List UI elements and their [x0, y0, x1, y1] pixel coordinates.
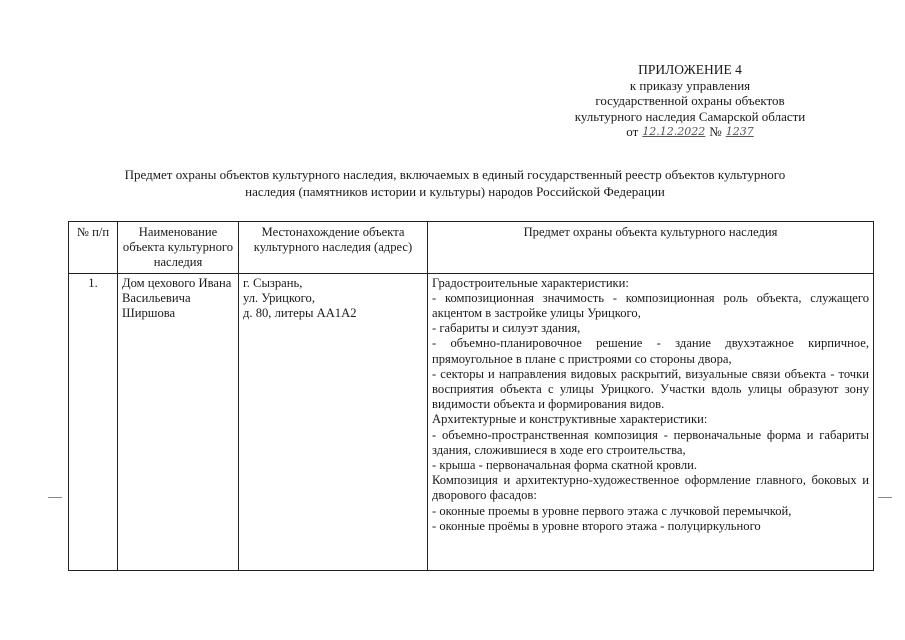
right-margin-mark	[878, 497, 892, 498]
subject-paragraph: - оконные проемы в уровне первого этажа с лучковой перемычкой,	[432, 503, 792, 518]
location-line-2: ул. Урицкого,	[243, 290, 315, 305]
appendix-label: ПРИЛОЖЕНИЕ 4	[638, 62, 742, 77]
date-prefix: от	[626, 124, 639, 139]
subject-paragraph: - габариты и силуэт здания,	[432, 321, 581, 336]
location-line-1: г. Сызрань,	[243, 275, 303, 290]
header-location: Местонахождение объекта культурного наследия (адрес)	[239, 222, 428, 274]
subject-paragraph: Композиция и архитектурно-художественное оформление главного, боковых и дворового фасадов:	[432, 473, 869, 503]
table-row	[69, 273, 874, 570]
left-margin-mark	[48, 497, 62, 498]
number-prefix: №	[709, 124, 722, 139]
document-title	[60, 166, 850, 200]
subject-paragraph: - объемно-пространственная композиция - первоначальные форма и габариты здания, сложившиеся в ходе его строительства,	[432, 427, 869, 457]
row-object-name: Дом цехового Ивана Васильевича Ширшова	[118, 273, 239, 570]
order-line-3: культурного наследия Самарской области	[574, 108, 806, 124]
row-number: 1.	[69, 273, 118, 570]
appendix-header	[520, 62, 860, 140]
row-subject	[428, 273, 874, 570]
header-subject: Предмет охраны объекта культурного наследия	[428, 222, 874, 274]
order-line-2: государственной охраны объектов	[595, 93, 785, 108]
subject-paragraph: Архитектурные и конструктивные характеристики:	[432, 412, 708, 427]
protection-subject-table	[68, 221, 874, 571]
row-location	[239, 273, 428, 570]
subject-paragraph: - крыша - первоначальная форма скатной кровли.	[432, 458, 697, 473]
subject-paragraph: - объемно-планировочное решение - здание двухэтажное кирпичное, прямоугольное в плане с пристроями со стороны двора,	[432, 336, 869, 366]
order-line-1: к приказу управления	[629, 77, 751, 93]
table-header-row	[69, 222, 874, 274]
order-number: 1237	[725, 125, 754, 138]
subject-paragraph: - секторы и направления видовых раскрытий, визуальные связи объекта - точки восприятия объекта с улицы Урицкого. Участки вдоль улицы образуют зону видимости объекта и формирования видов.	[432, 366, 869, 412]
subject-paragraph: - композиционная значимость - композиционная роль объекта, служащего акцентом в застройке улицы Урицкого,	[432, 290, 869, 321]
header-object-name: Наименование объекта культурного наследия	[118, 222, 239, 274]
title-line-1: Предмет охраны объектов культурного наследия, включаемых в единый государственный реестр объектов культурного	[124, 167, 786, 182]
subject-paragraph: Градостроительные характеристики:	[432, 275, 629, 290]
order-date: 12.12.2022	[642, 125, 706, 138]
subject-text	[432, 276, 869, 568]
order-date-number	[520, 124, 860, 140]
title-line-2: наследия (памятников истории и культуры) народов Российской Федерации	[245, 184, 665, 199]
location-line-3: д. 80, литеры АА1А2	[243, 306, 357, 321]
header-number: № п/п	[69, 222, 118, 274]
subject-paragraph: - оконные проёмы в уровне второго этажа - полуциркульного	[432, 518, 761, 533]
